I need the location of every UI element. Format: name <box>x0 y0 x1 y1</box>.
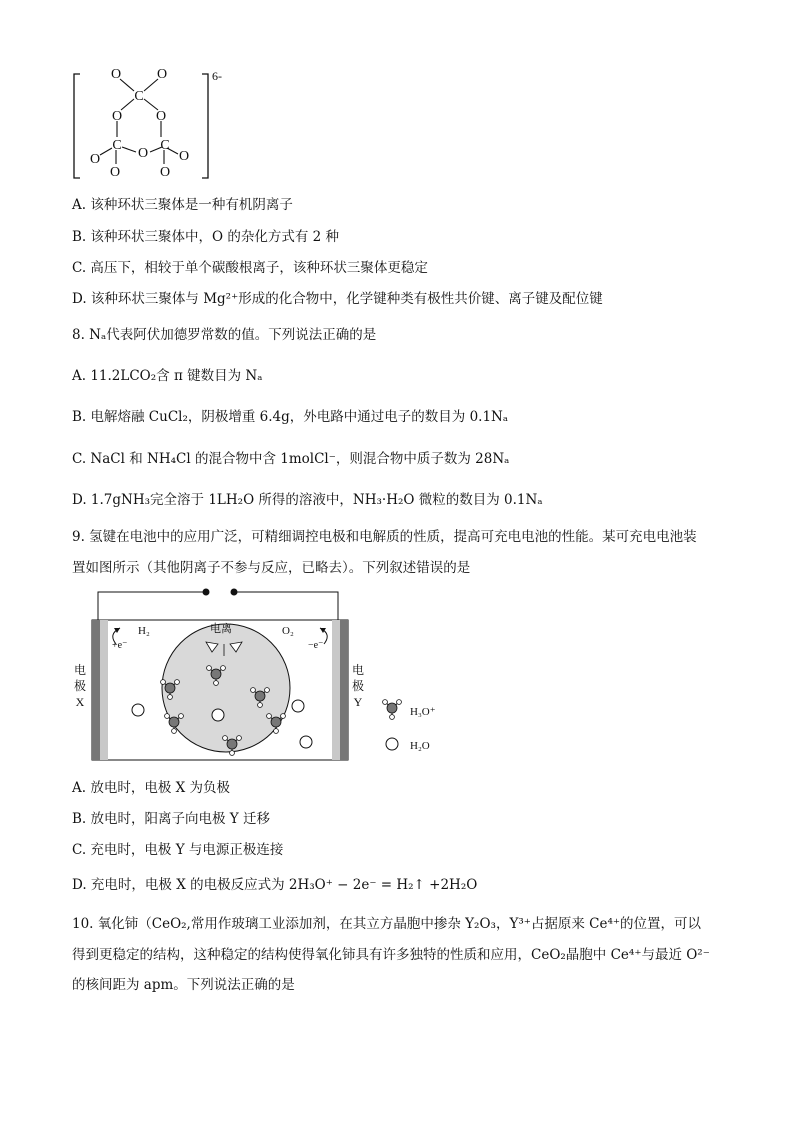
h3o-ion-icon <box>383 700 402 720</box>
atom-o: O <box>159 165 171 180</box>
battery-diagram <box>73 584 456 766</box>
o2-label: O₂ <box>282 625 294 637</box>
atom-o: O <box>137 146 149 161</box>
minus-e-label: −e⁻ <box>308 640 324 651</box>
circuit-wire-right <box>236 592 338 620</box>
h2o-molecule <box>292 700 304 712</box>
atom-o: O <box>156 67 168 82</box>
legend-h2o-label: H₂O <box>410 740 430 752</box>
atom-c: C <box>134 89 144 104</box>
h2o-molecule <box>132 704 144 716</box>
electrode-x-light <box>100 620 108 760</box>
plus-e-label: +e⁻ <box>112 640 128 651</box>
q10-line2: 得到更稳定的结构，这种稳定的结构使得氧化铈具有许多独特的性质和应用，CeO₂晶胞中 Ce⁴⁺与最近 O²⁻ <box>72 947 710 963</box>
q9-stem-line2: 置如图所示（其他阴离子不参与反应，已略去）。下列叙述错误的是 <box>72 560 471 576</box>
q7-option-c: C. 高压下，相较于单个碳酸根离子，该种环状三聚体更稳定 <box>72 260 428 276</box>
q10-line1: 10. 氧化铈（CeO₂,常用作玻璃工业添加剂，在其立方晶胞中掺杂 Y₂O₃，Y³⁺占据原来 Ce⁴⁺的位置，可以 <box>72 916 702 932</box>
q8-option-a: A. 11.2LCO₂含 π 键数目为 Nₐ <box>72 368 263 384</box>
electrode-y-char: 极 <box>351 679 365 693</box>
h2o-molecule <box>300 736 312 748</box>
terminal-dot <box>231 589 238 596</box>
electrode-y-char: 电 <box>351 663 365 677</box>
q7-option-d: D. 该种环状三聚体与 Mg²⁺形成的化合物中，化学键种类有极性共价键、离子键及配位键 <box>72 291 603 307</box>
h2o-molecule <box>212 709 224 721</box>
electrode-y-light <box>332 620 340 760</box>
trimer-structure-diagram <box>66 62 236 184</box>
electrode-x-char: 极 <box>73 679 87 693</box>
q9-option-b: B. 放电时，阳离子向电极 Y 迁移 <box>72 811 270 827</box>
ionize-label: 电离 <box>210 623 232 635</box>
electrode-x-char: 电 <box>73 663 87 677</box>
atom-o: O <box>110 67 122 82</box>
atom-o: O <box>155 109 167 124</box>
q9-option-a: A. 放电时，电极 X 为负极 <box>72 780 231 796</box>
electrode-y-dark <box>340 620 348 760</box>
atom-o: O <box>178 149 190 164</box>
q8-option-d: D. 1.7gNH₃完全溶于 1LH₂O 所得的溶液中，NH₃·H₂O 微粒的数目为 0.1Nₐ <box>72 492 543 508</box>
atom-o: O <box>111 109 123 124</box>
q9-option-c: C. 充电时，电极 Y 与电源正极连接 <box>72 842 284 858</box>
electrode-x-char: X <box>75 695 85 709</box>
atom-c: C <box>112 138 122 153</box>
q7-option-b: B. 该种环状三聚体中，O 的杂化方式有 2 种 <box>72 229 340 245</box>
q7-option-a: A. 该种环状三聚体是一种有机阴离子 <box>72 197 293 213</box>
q8-option-b: B. 电解熔融 CuCl₂，阴极增重 6.4g，外电路中通过电子的数目为 0.1Nₐ <box>72 409 509 425</box>
legend <box>383 700 436 752</box>
q9-stem-line1: 9. 氢键在电池中的应用广泛，可精细调控电极和电解质的性质，提高可充电电池的性能。某可充电电池装 <box>72 529 697 545</box>
q8-option-c: C. NaCl 和 NH₄Cl 的混合物中含 1molCl⁻，则混合物中质子数为 28Nₐ <box>72 451 510 467</box>
q8-stem: 8. Nₐ代表阿伏加德罗常数的值。下列说法正确的是 <box>72 327 377 343</box>
legend-h2o-icon <box>386 738 398 750</box>
atom-o: O <box>89 152 101 167</box>
electrode-y-char: Y <box>353 695 363 709</box>
terminal-dot <box>203 589 210 596</box>
left-bracket <box>74 74 80 178</box>
electrode-x-dark <box>92 620 100 760</box>
circuit-wire-left <box>98 592 204 620</box>
q10-line3: 的核间距为 apm。下列说法正确的是 <box>72 977 295 993</box>
ion-charge: 6- <box>212 69 222 83</box>
h2-label: H₂ <box>138 625 150 637</box>
atom-o: O <box>109 165 121 180</box>
atom-c: C <box>160 138 170 153</box>
legend-h3o-label: H₃O⁺ <box>410 706 436 718</box>
ionization-region <box>162 624 290 752</box>
right-bracket <box>202 74 208 178</box>
q9-option-d: D. 充电时，电极 X 的电极反应式为 2H₃O⁺ − 2e⁻ = H₂↑ +2H₂O <box>72 877 478 893</box>
